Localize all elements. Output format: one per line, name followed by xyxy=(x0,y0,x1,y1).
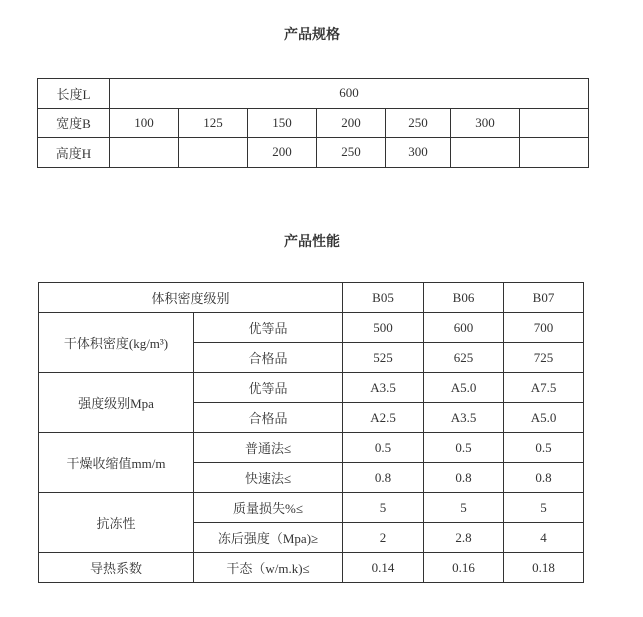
table-cell: 5 xyxy=(343,493,424,523)
table-row xyxy=(39,313,584,343)
sub-label: 优等品 xyxy=(194,373,343,403)
table-cell: 200 xyxy=(248,138,317,168)
column-header-b06: B06 xyxy=(424,283,504,313)
sub-label: 质量损失%≤ xyxy=(194,493,343,523)
header-label: 体积密度级别 xyxy=(39,283,343,313)
table-cell xyxy=(520,108,589,138)
table-cell: 250 xyxy=(317,138,386,168)
spec-table xyxy=(37,78,589,168)
table-cell xyxy=(110,138,179,168)
table-cell: 0.5 xyxy=(504,433,584,463)
table-row xyxy=(39,373,584,403)
table-cell: 0.16 xyxy=(424,553,504,583)
table-cell: 625 xyxy=(424,343,504,373)
column-header-b05: B05 xyxy=(343,283,424,313)
table-cell: 700 xyxy=(504,313,584,343)
group-label-strength: 强度级别Mpa xyxy=(39,373,194,433)
table-cell: 0.14 xyxy=(343,553,424,583)
table-cell xyxy=(520,138,589,168)
table-cell: 0.5 xyxy=(424,433,504,463)
table-cell: 250 xyxy=(386,108,451,138)
table-header-row xyxy=(39,283,584,313)
table-cell: 125 xyxy=(179,108,248,138)
table-cell: 500 xyxy=(343,313,424,343)
sub-label: 干态（w/m.k)≤ xyxy=(194,553,343,583)
table-cell: 0.8 xyxy=(504,463,584,493)
table-cell: 150 xyxy=(248,108,317,138)
group-label-shrinkage: 干燥收缩值mm/m xyxy=(39,433,194,493)
row-label-length: 长度L xyxy=(38,79,110,109)
table-cell: 4 xyxy=(504,523,584,553)
table-cell: 100 xyxy=(110,108,179,138)
table-cell: A3.5 xyxy=(424,403,504,433)
table-row xyxy=(39,493,584,523)
table-cell: 5 xyxy=(424,493,504,523)
table-cell xyxy=(179,138,248,168)
perf-section-title: 产品性能 xyxy=(284,235,340,250)
table-cell: 0.8 xyxy=(424,463,504,493)
table-row xyxy=(38,138,589,168)
table-cell: 2.8 xyxy=(424,523,504,553)
row-label-height: 高度H xyxy=(38,138,110,168)
table-cell: 525 xyxy=(343,343,424,373)
table-cell: 300 xyxy=(386,138,451,168)
table-cell: A5.0 xyxy=(424,373,504,403)
perf-table xyxy=(38,282,584,583)
table-row xyxy=(38,108,589,138)
table-row xyxy=(39,433,584,463)
table-cell: A2.5 xyxy=(343,403,424,433)
table-cell: 5 xyxy=(504,493,584,523)
group-label-thermal-conductivity: 导热系数 xyxy=(39,553,194,583)
table-cell: A5.0 xyxy=(504,403,584,433)
table-cell: 2 xyxy=(343,523,424,553)
table-cell: 300 xyxy=(451,108,520,138)
table-cell: A3.5 xyxy=(343,373,424,403)
sub-label: 普通法≤ xyxy=(194,433,343,463)
table-cell: 725 xyxy=(504,343,584,373)
row-label-width: 宽度B xyxy=(38,108,110,138)
table-cell: 600 xyxy=(110,79,589,109)
sub-label: 优等品 xyxy=(194,313,343,343)
spec-section-title: 产品规格 xyxy=(284,28,340,43)
sub-label: 快速法≤ xyxy=(194,463,343,493)
table-cell: 0.18 xyxy=(504,553,584,583)
sub-label: 冻后强度（Mpa)≥ xyxy=(194,523,343,553)
column-header-b07: B07 xyxy=(504,283,584,313)
table-cell: 600 xyxy=(424,313,504,343)
table-row xyxy=(39,553,584,583)
sub-label: 合格品 xyxy=(194,403,343,433)
group-label-frost-resistance: 抗冻性 xyxy=(39,493,194,553)
table-cell: 0.8 xyxy=(343,463,424,493)
table-cell: 200 xyxy=(317,108,386,138)
table-cell xyxy=(451,138,520,168)
table-cell: 0.5 xyxy=(343,433,424,463)
group-label-dry-density: 干体积密度(kg/m³) xyxy=(39,313,194,373)
table-cell: A7.5 xyxy=(504,373,584,403)
table-row xyxy=(38,79,589,109)
sub-label: 合格品 xyxy=(194,343,343,373)
